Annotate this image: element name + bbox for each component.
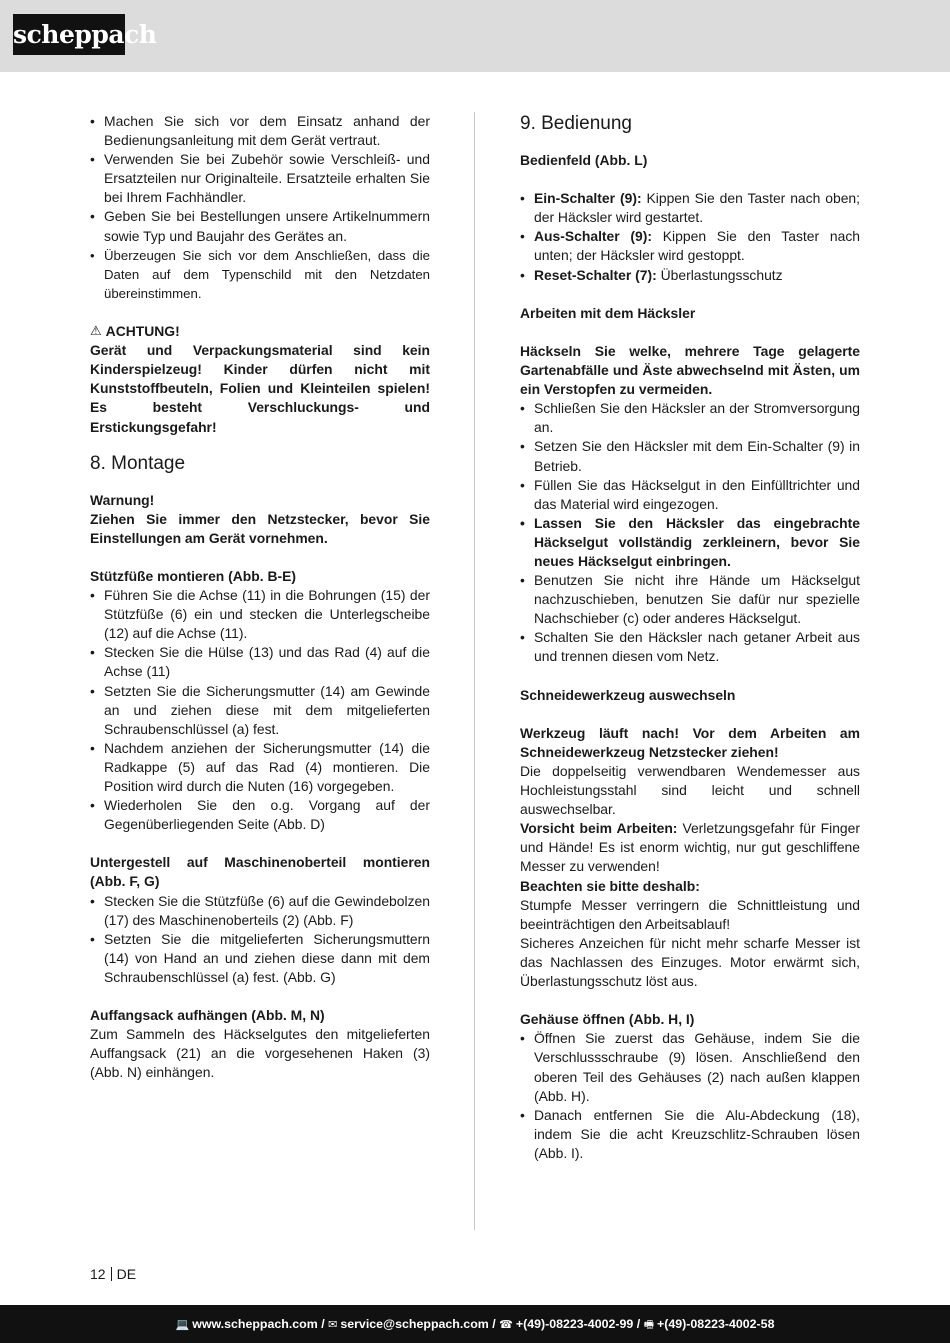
- untergestell-list: [90, 892, 430, 987]
- vorsicht-text: Verletzungsgefahr für Finger und Hände! Es ist enorm wichtig, nur gut geschliffene Messer zu verwenden!: [520, 820, 861, 875]
- page-language: DE: [116, 1266, 137, 1282]
- switch-label: Aus-Schalter (9):: [534, 228, 653, 245]
- auffangsack-title: Auffangsack aufhängen (Abb. M, N): [90, 1007, 325, 1024]
- schneidewerkzeug-warning: Werkzeug läuft nach! Vor dem Arbeiten am Schneidewerkzeug Netzstecker ziehen!: [520, 724, 860, 760]
- warning-text: Gerät und Verpackungsmaterial sind kein Kinderspielzeug! Kinder dürfen nicht mit Kunststoffbeuteln, Folien und Kleinteilen spielen! Es besteht Verschluckungs- und Erstickungsgefahr!: [90, 342, 430, 435]
- switch-label: Ein-Schalter (9):: [534, 190, 642, 207]
- gehaeuse-list: [520, 1029, 860, 1163]
- switch-list: [520, 189, 860, 284]
- list-item: [520, 266, 860, 285]
- schneidewerkzeug-text: Die doppelseitig verwendbaren Wendemesser aus Hochleistungsstahl sind leicht und schnell auswechselbar.: [520, 763, 860, 818]
- list-item: • Verwenden Sie bei Zubehör sowie Verschleiß- und Ersatzteilen nur Originalteile. Ersatzteile erhalten Sie bei Ihrem Fachhändler.: [90, 150, 430, 207]
- footer-email[interactable]: service@scheppach.com /: [340, 1317, 496, 1331]
- intro-list: [90, 112, 430, 303]
- list-item: • Überzeugen Sie sich vor dem Anschließen, dass die Daten auf dem Typenschild mit den Netzdaten übereinstimmen.: [90, 246, 430, 303]
- computer-icon: 💻: [175, 1318, 190, 1331]
- left-column: [90, 112, 430, 1083]
- footer-bar: [0, 1305, 950, 1343]
- warnung-text: Ziehen Sie immer den Netzstecker, bevor Sie Einstellungen am Gerät vornehmen.: [90, 510, 430, 546]
- list-item: • Setzten Sie die mitgelieferten Sicherungsmuttern (14) von Hand an und ziehen diese dann mit dem Schraubenschlüssel (a) fest. (Abb. G): [90, 930, 430, 987]
- list-item: • Wiederholen Sie den o.g. Vorgang auf der Gegenüberliegenden Seite (Abb. D): [90, 796, 430, 834]
- footer-fax: +(49)-08223-4002-58: [657, 1317, 775, 1331]
- list-item: • Lassen Sie den Häcksler das eingebrachte Häckselgut vollständig zerkleinern, bevor Sie neues Häckselgut einbringen.: [520, 514, 860, 571]
- column-divider: [474, 112, 475, 1230]
- bedienfeld-title: Bedienfeld (Abb. L): [520, 152, 648, 168]
- footer-phone: +(49)-08223-4002-99 /: [515, 1317, 641, 1331]
- gehaeuse-title: Gehäuse öffnen (Abb. H, I): [520, 1011, 695, 1028]
- list-item: • Benutzen Sie nicht ihre Hände um Häckselgut nachzuschieben, benutzen Sie dafür nur spezielle Nachschieber (c) oder anderes Häckselgut.: [520, 571, 860, 628]
- list-item: • Setzen Sie den Häcksler mit dem Ein-Schalter (9) in Betrieb.: [520, 437, 860, 475]
- switch-label: Reset-Schalter (7):: [534, 266, 657, 283]
- section-9-title: 9. Bedienung: [520, 113, 632, 134]
- list-item: • Danach entfernen Sie die Alu-Abdeckung (18), indem Sie die acht Kreuzschlitz-Schrauben lösen (Abb. I).: [520, 1106, 860, 1163]
- fax-icon: 🖷: [643, 1318, 655, 1331]
- switch-text: Überlastungsschutz: [656, 266, 783, 283]
- footer-website[interactable]: www.scheppach.com /: [192, 1317, 325, 1331]
- switch-text: Kippen Sie den Taster nach oben; der Häcksler wird gestartet.: [534, 190, 861, 226]
- list-item: • Öffnen Sie zuerst das Gehäuse, indem Sie die Verschlussschraube (9) lösen. Anschließend den oberen Teil des Gehäuses (2) nach außen klappen (Abb. H).: [520, 1029, 860, 1105]
- arbeiten-title: Arbeiten mit dem Häcksler: [520, 304, 696, 321]
- list-item: • Füllen Sie das Häckselgut in den Einfülltrichter und das Material wird eingezogen.: [520, 476, 860, 514]
- beachten-label: Beachten sie bitte deshalb:: [520, 877, 700, 894]
- warnung-label: Warnung!: [90, 491, 155, 508]
- page-number-value: 12: [90, 1266, 106, 1282]
- vorsicht-label: Vorsicht beim Arbeiten:: [520, 820, 678, 837]
- list-item: [520, 189, 860, 227]
- list-item: • Nachdem anziehen der Sicherungsmutter (14) die Radkappe (5) auf das Rad (4) montieren. Die Position wird durch die Nuten (16) vorgegeben.: [90, 739, 430, 796]
- arbeiten-intro: Häckseln Sie welke, mehrere Tage gelagerte Gartenabfälle und Äste abwechselnd mit Ästen, um ein Verstopfen zu vermeiden.: [520, 342, 860, 398]
- stuetzfuesse-title: Stützfüße montieren (Abb. B-E): [90, 567, 297, 584]
- list-item: • Schalten Sie den Häcksler nach getaner Arbeit aus und trennen diesen vom Netz.: [520, 628, 860, 666]
- warning-triangle-icon: ⚠: [90, 324, 102, 340]
- warning-title: ACHTUNG!: [105, 323, 180, 340]
- list-item: • Setzten Sie die Sicherungsmutter (14) am Gewinde an und ziehen diese mit dem mitgelieferten Schraubenschlüssel (a) fest.: [90, 682, 430, 739]
- mail-icon: ✉: [328, 1318, 338, 1331]
- list-item: • Stecken Sie die Hülse (13) und das Rad (4) auf die Achse (11): [90, 643, 430, 681]
- header-band: [0, 0, 950, 72]
- vorsicht-paragraph: [520, 819, 860, 876]
- auffangsack-text: Zum Sammeln des Häckselgutes den mitgelieferten Auffangsack (21) an die vorgesehenen Haken (3) (Abb. N) einhängen.: [90, 1026, 430, 1081]
- scheppach-logo: scheppach: [13, 14, 125, 55]
- list-item: • Stecken Sie die Stützfüße (6) auf die Gewindebolzen (17) des Maschinenoberteils (2) (Abb. F): [90, 892, 430, 930]
- schneidewerkzeug-title: Schneidewerkzeug auswechseln: [520, 686, 736, 703]
- list-item: • Machen Sie sich vor dem Einsatz anhand der Bedienungsanleitung mit dem Gerät vertraut.: [90, 112, 430, 150]
- arbeiten-list: [520, 399, 860, 666]
- section-8-title: 8. Montage: [90, 452, 186, 474]
- beachten-text-2: Sicheres Anzeichen für nicht mehr scharfe Messer ist das Nachlassen des Einzuges. Motor erwärmt sich, Überlastungsschutz löst aus.: [520, 934, 860, 990]
- list-item: • Schließen Sie den Häcksler an der Stromversorgung an.: [520, 399, 860, 437]
- list-item: • Geben Sie bei Bestellungen unsere Artikelnummern sowie Typ und Baujahr des Gerätes an.: [90, 207, 430, 245]
- phone-icon: ☎: [499, 1318, 513, 1331]
- stuetzfuesse-list: [90, 586, 430, 834]
- list-item: • Führen Sie die Achse (11) in die Bohrungen (15) der Stützfüße (6) ein und stecken die Unterlegscheibe (12) auf die Achse (11).: [90, 586, 430, 643]
- untergestell-title: Untergestell auf Maschinenoberteil montieren (Abb. F, G): [90, 854, 430, 890]
- warning-heading: [90, 322, 430, 341]
- list-item: [520, 227, 860, 265]
- switch-text: Kippen Sie den Taster nach unten; der Häcksler wird gestoppt.: [534, 228, 860, 264]
- beachten-text-1: Stumpfe Messer verringern die Schnittleistung und beeinträchtigen den Arbeitsablauf!: [520, 896, 860, 932]
- page-number: [90, 1265, 136, 1283]
- right-column: [520, 112, 860, 1163]
